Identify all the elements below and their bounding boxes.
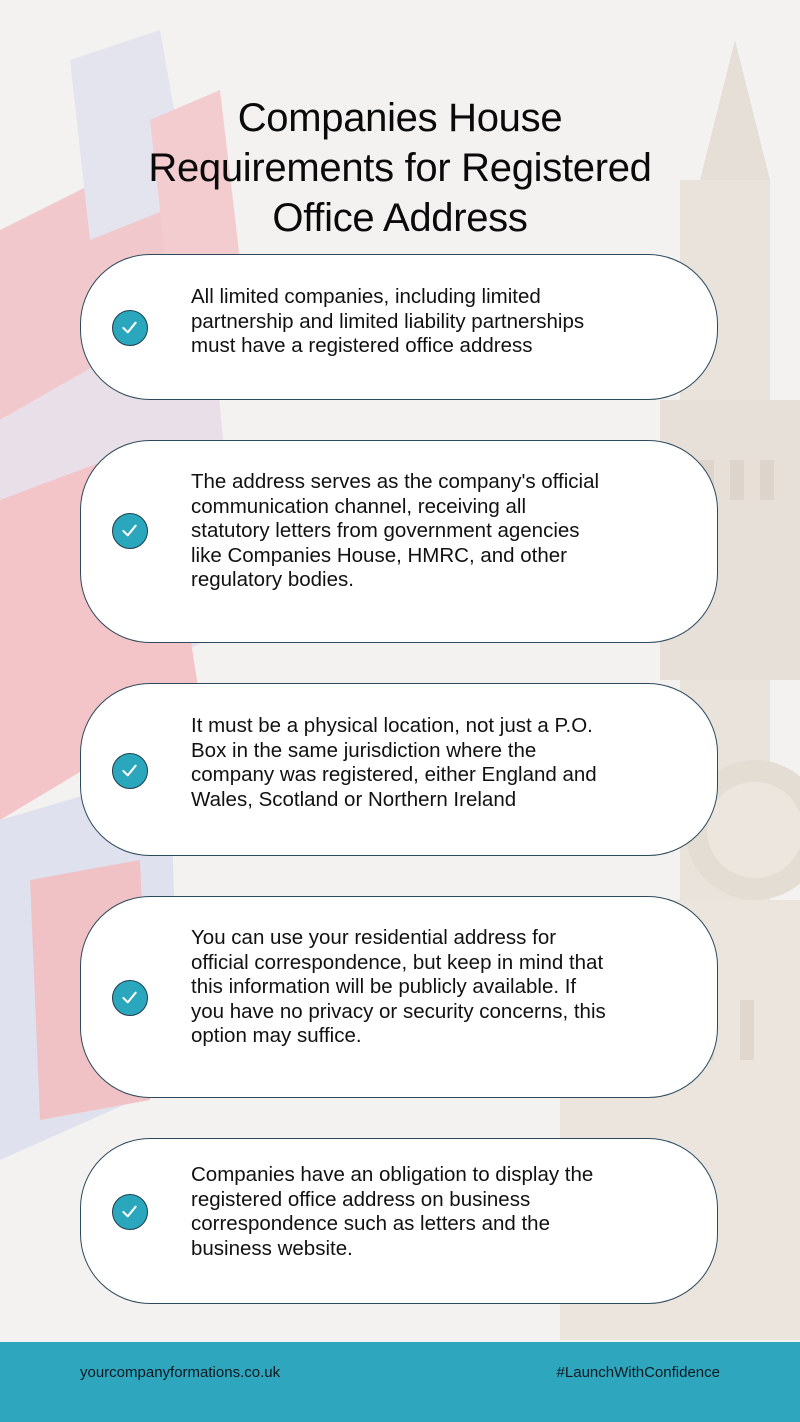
requirement-text-line: official correspondence, but keep in mind that [191, 950, 604, 974]
requirement-text-5 [191, 1163, 687, 1261]
requirement-card-2 [80, 440, 718, 643]
requirement-card-3 [80, 683, 718, 856]
requirement-text-3 [191, 714, 687, 812]
requirement-text-line: must have a registered office address [191, 334, 533, 357]
check-icon [112, 1194, 148, 1230]
requirement-text-line: correspondence such as letters and the [191, 1212, 550, 1235]
requirement-text-line: you have no privacy or security concerns, this [191, 999, 606, 1023]
requirement-text-line: regulatory bodies. [191, 568, 354, 591]
requirement-text-line: All limited companies, including limited [191, 285, 541, 308]
check-icon [112, 753, 148, 789]
requirement-text-line: statutory letters from government agencies [191, 519, 580, 542]
requirement-text-line: Wales, Scotland or Northern Ireland [191, 787, 517, 811]
check-icon [112, 980, 148, 1016]
page-title-line-2: Requirements for Registered [148, 145, 652, 190]
check-icon [112, 310, 148, 346]
requirement-text-line: this information will be publicly available. If [191, 975, 577, 998]
requirement-text-line: business website. [191, 1236, 353, 1260]
requirement-card-4 [80, 896, 718, 1098]
requirement-text-line: like Companies House, HMRC, and other [191, 543, 567, 567]
requirement-text-1 [191, 285, 687, 359]
page-title-line-1: Companies House [237, 95, 563, 140]
footer-website: yourcompanyformations.co.uk [80, 1364, 281, 1381]
footer-bar [0, 1342, 800, 1422]
requirement-text-line: It must be a physical location, not just a P.O. [191, 714, 593, 737]
requirement-text-line: Companies have an obligation to display the [191, 1163, 594, 1186]
requirement-text-line: registered office address on business [191, 1187, 531, 1211]
requirement-text-line: The address serves as the company's official [191, 470, 600, 493]
footer-hashtag: #LaunchWithConfidence [556, 1364, 720, 1381]
requirement-text-line: option may suffice. [191, 1024, 362, 1047]
page-title [0, 93, 800, 243]
page-title-line-3: Office Address [272, 195, 528, 240]
requirement-text-4 [191, 926, 687, 1049]
requirement-text-2 [191, 470, 687, 593]
requirement-card-5 [80, 1138, 718, 1304]
requirement-text-line: You can use your residential address for [191, 926, 557, 949]
check-icon [112, 513, 148, 549]
requirement-text-line: partnership and limited liability partnerships [191, 309, 585, 333]
requirement-text-line: company was registered, either England and [191, 763, 597, 786]
requirement-text-line: communication channel, receiving all [191, 494, 527, 518]
requirement-text-line: Box in the same jurisdiction where the [191, 738, 537, 762]
requirement-card-1 [80, 254, 718, 400]
